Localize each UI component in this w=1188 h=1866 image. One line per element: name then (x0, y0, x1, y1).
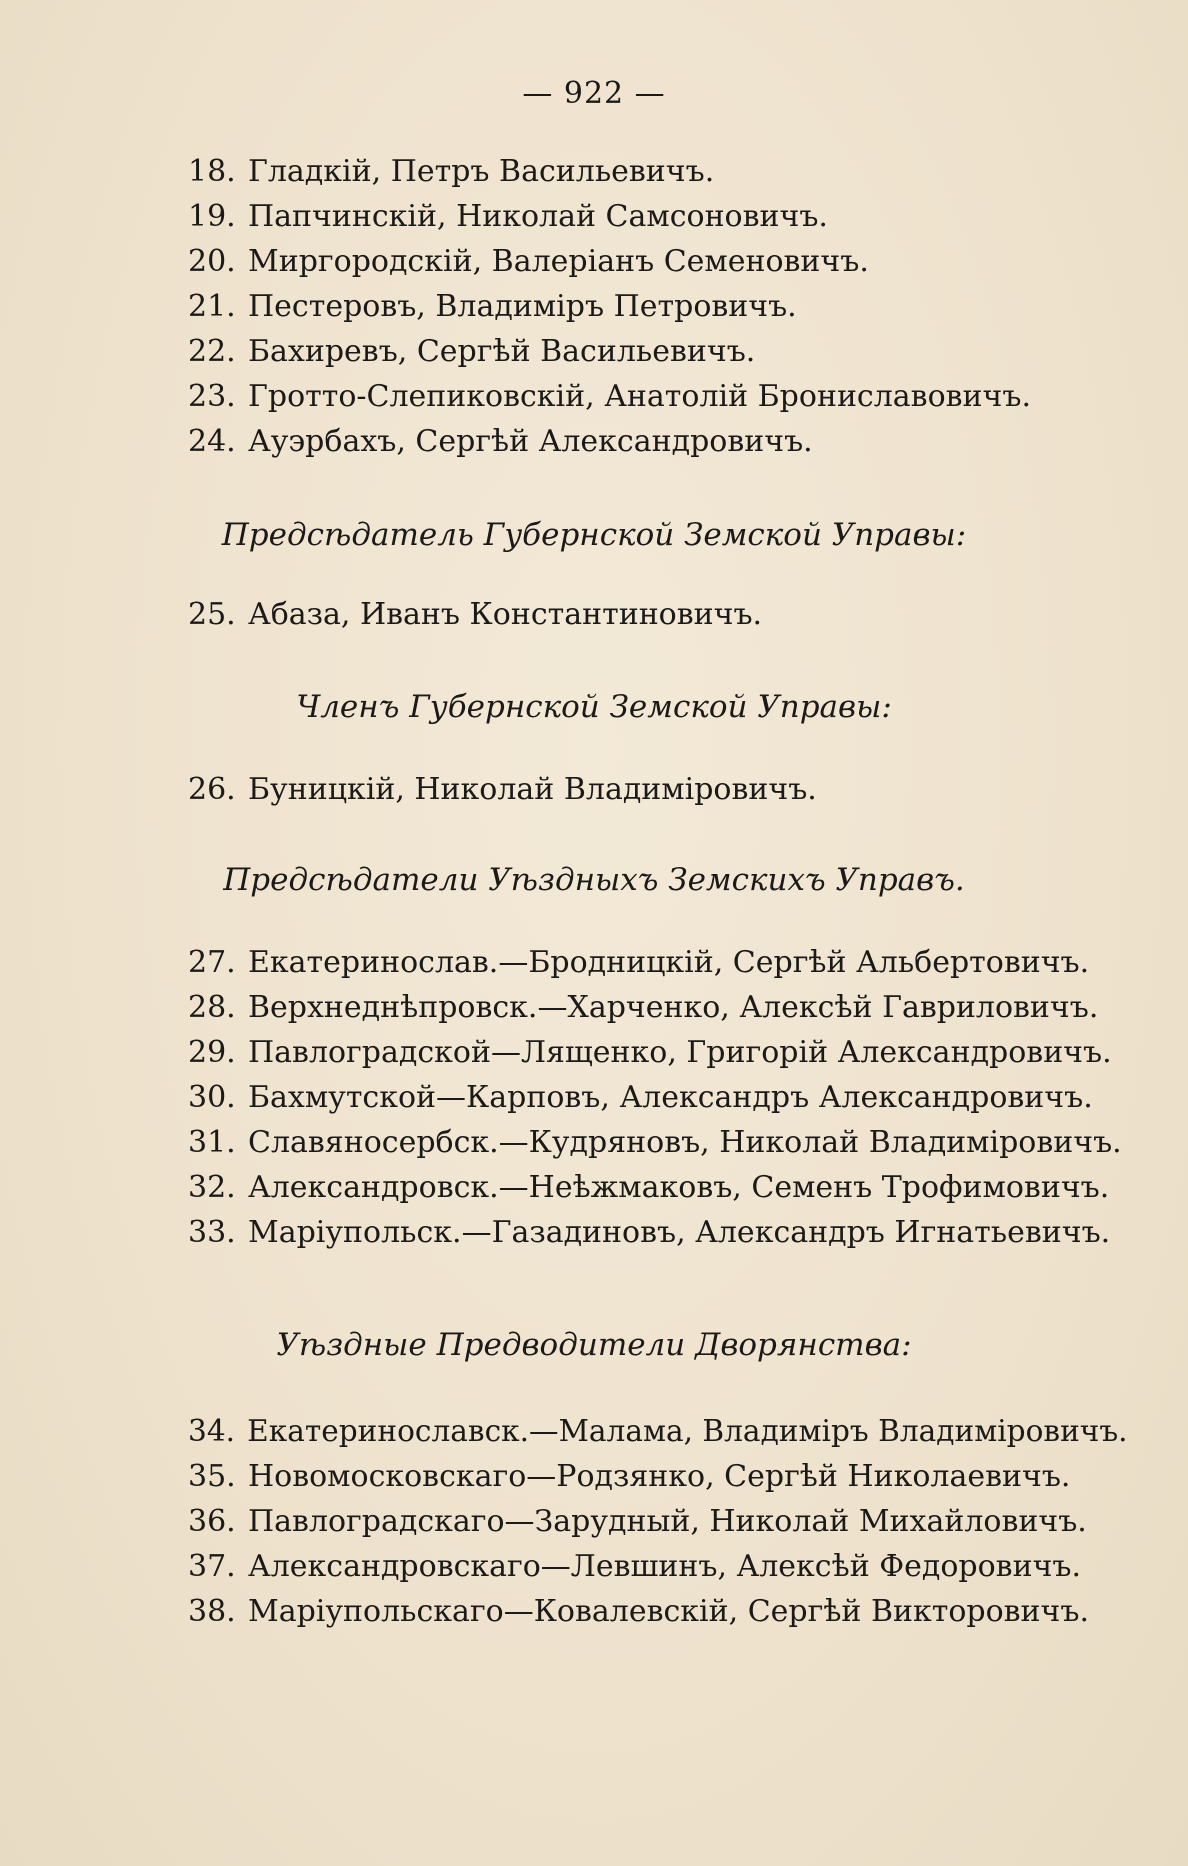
list-item (188, 1455, 1070, 1499)
item-number: 28. (188, 990, 236, 1025)
list-item (188, 768, 817, 812)
item-number: 20. (188, 244, 236, 279)
item-text: Маріупольск.—Газадиновъ, Александръ Игнатьевичъ. (248, 1215, 1111, 1250)
item-text: Буницкій, Николай Владиміровичъ. (248, 772, 817, 807)
list-item (188, 420, 813, 464)
item-number: 29. (188, 1035, 236, 1070)
section-heading: Предсѣдатель Губернской Земской Управы: (221, 517, 967, 553)
item-number: 26. (188, 772, 236, 807)
section-heading: Уѣздные Предводители Дворянства: (276, 1327, 912, 1363)
list-item (188, 330, 755, 374)
item-number: 34. (188, 1414, 236, 1449)
item-text: Бахиревъ, Сергѣй Васильевичъ. (248, 334, 756, 369)
item-number: 18. (188, 154, 236, 189)
item-text: Павлоградскаго—Зарудный, Николай Михайловичъ. (248, 1504, 1087, 1539)
item-text: Миргородскій, Валеріанъ Семеновичъ. (248, 244, 869, 279)
list-item (188, 375, 1031, 419)
item-text: Гротто-Слепиковскій, Анатолій Брониславовичъ. (248, 379, 1031, 414)
item-text: Пестеровъ, Владиміръ Петровичъ. (248, 289, 797, 324)
item-number: 24. (188, 424, 236, 459)
item-number: 21. (188, 289, 236, 324)
item-text: Маріупольскаго—Ковалевскій, Сергѣй Викторовичъ. (248, 1594, 1089, 1629)
item-text: Гладкій, Петръ Васильевичъ. (248, 154, 715, 189)
list-item (188, 1590, 1089, 1634)
item-text: Александровск.—Неѣжмаковъ, Семенъ Трофимовичъ. (248, 1170, 1110, 1205)
item-number: 33. (188, 1215, 236, 1250)
item-text: Верхнеднѣпровск.—Харченко, Алексѣй Гавриловичъ. (248, 990, 1099, 1025)
list-item (188, 1031, 1112, 1075)
item-number: 31. (188, 1125, 236, 1160)
list-item (188, 150, 714, 194)
item-text: Ауэрбахъ, Сергѣй Александровичъ. (248, 424, 813, 459)
item-text: Павлоградской—Лященко, Григорій Александровичъ. (248, 1035, 1112, 1070)
list-item (188, 1076, 1093, 1120)
item-text: Екатеринослав.—Бродницкій, Сергѣй Альбертовичъ. (248, 945, 1090, 980)
item-number: 30. (188, 1080, 236, 1115)
item-number: 37. (188, 1549, 236, 1584)
item-text: Александровскаго—Левшинъ, Алексѣй Федоровичъ. (248, 1549, 1082, 1584)
item-number: 22. (188, 334, 236, 369)
item-text: Новомосковскаго—Родзянко, Сергѣй Николаевичъ. (248, 1459, 1071, 1494)
item-number: 38. (188, 1594, 236, 1629)
list-item (188, 986, 1098, 1030)
list-item (188, 941, 1089, 985)
list-item (188, 1121, 1122, 1165)
list-item (188, 1410, 1128, 1454)
list-item (188, 1211, 1110, 1255)
item-text: Папчинскій, Николай Самсоновичъ. (248, 199, 828, 234)
item-number: 36. (188, 1504, 236, 1539)
list-item (188, 285, 797, 329)
item-text: Абаза, Иванъ Константиновичъ. (248, 597, 763, 632)
list-item (188, 593, 762, 637)
list-item (188, 1166, 1109, 1210)
item-number: 25. (188, 597, 236, 632)
item-text: Славяносербск.—Кудряновъ, Николай Владиміровичъ. (248, 1125, 1122, 1160)
section-heading: Членъ Губернской Земской Управы: (296, 689, 892, 725)
item-number: 27. (188, 945, 236, 980)
item-number: 19. (188, 199, 236, 234)
item-number: 35. (188, 1459, 236, 1494)
page-number: — 922 — (522, 76, 666, 111)
item-number: 32. (188, 1170, 236, 1205)
item-number: 23. (188, 379, 236, 414)
item-text: Бахмутской—Карповъ, Александръ Александровичъ. (248, 1080, 1093, 1115)
section-heading: Предсѣдатели Уѣздныхъ Земскихъ Управъ. (223, 862, 965, 898)
list-item (188, 195, 828, 239)
list-item (188, 1545, 1081, 1589)
list-item (188, 240, 869, 284)
list-item (188, 1500, 1087, 1544)
item-text: Екатеринославск.—Малама, Владиміръ Владиміровичъ. (247, 1414, 1128, 1449)
